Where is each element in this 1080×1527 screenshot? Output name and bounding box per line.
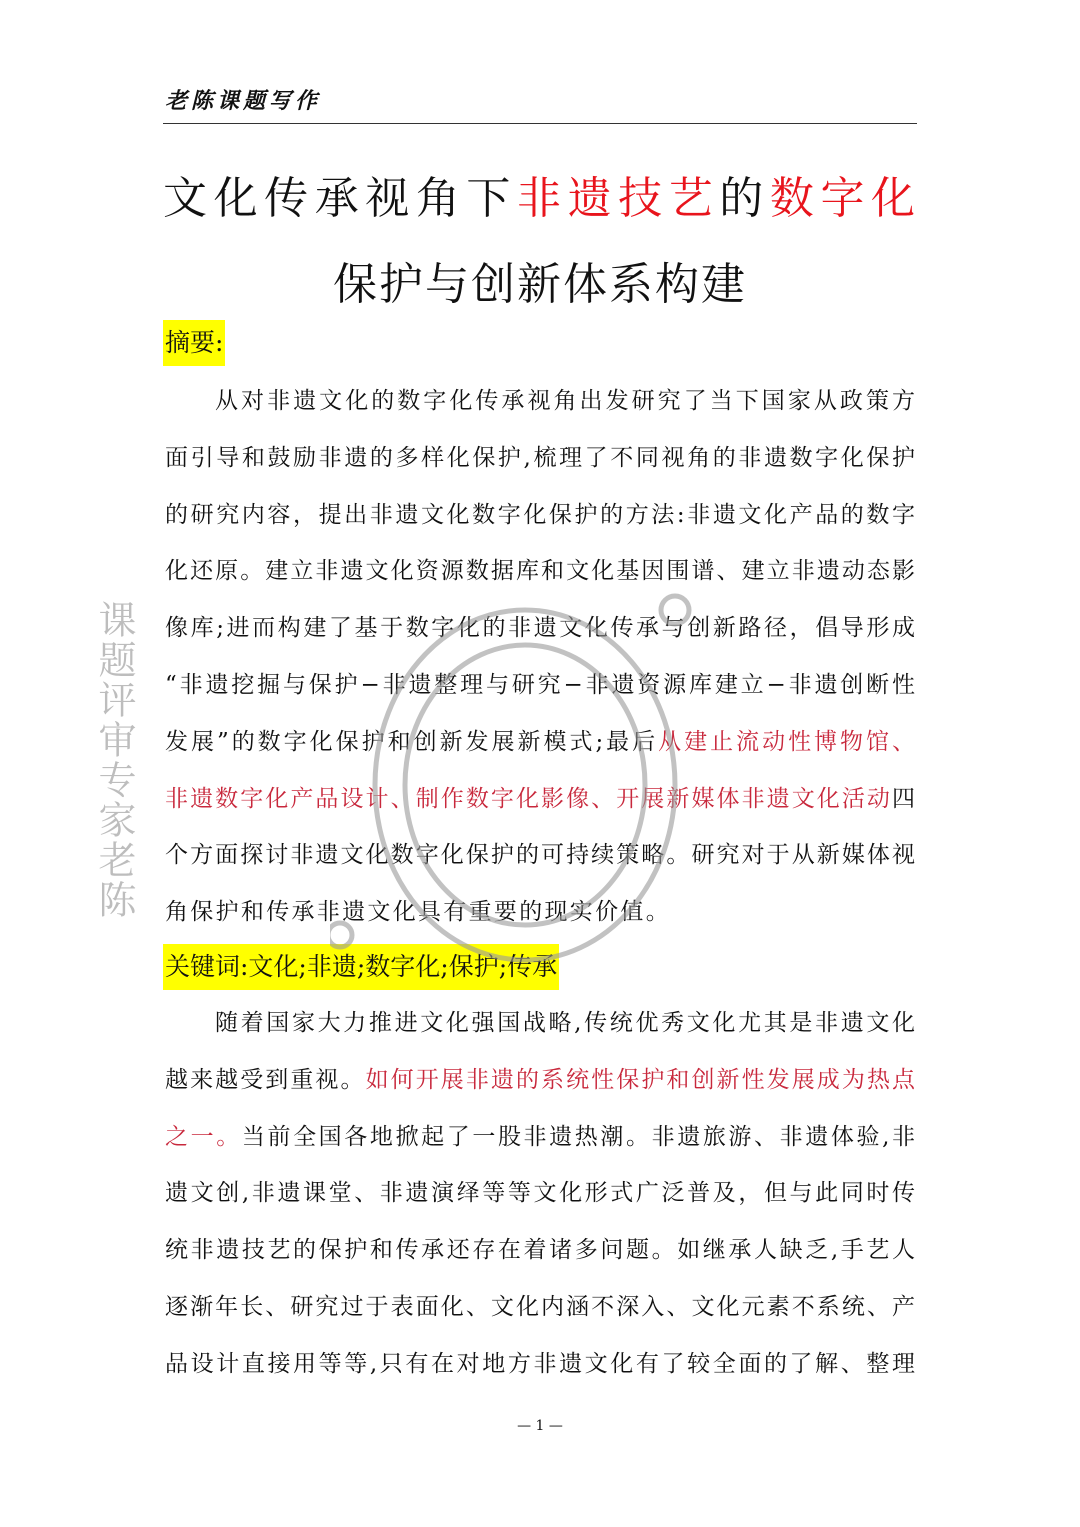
text-segment: 化还原。建立非遗文化资源数据库和文化基因围谱、建立非遗动态影 [165, 558, 915, 585]
title-segment: 的 [719, 173, 770, 224]
header-divider [163, 123, 917, 124]
text-segment: 统非遗技艺的保护和传承还存在着诸多问题。如继承人缺乏,手艺人 [165, 1237, 915, 1264]
watermark-text: 课题评审专家老陈 [92, 600, 136, 920]
highlighted-text: 非遗数字化产品设计、制作数字化影像、开展新媒体非遗文化活动 [165, 785, 892, 812]
abstract-line [165, 670, 915, 700]
body-line [165, 1178, 915, 1208]
abstract-line [215, 386, 915, 416]
text-segment: 从对非遗文化的数字化传承视角出发研究了当下国家从政策方 [215, 388, 915, 414]
text-segment: 发展”的数字化保护和创新发展新模式;最后 [165, 728, 659, 755]
abstract-line [165, 443, 915, 473]
abstract-line [165, 500, 915, 530]
title-segment: 文化传承视角下 [163, 173, 517, 224]
abstract-line [165, 840, 915, 870]
text-segment: 随着国家大力推进文化强国战略,传统优秀文化尤其是非遗文化 [215, 1010, 915, 1036]
abstract-line [165, 727, 915, 757]
highlighted-text: 从建止流动性博物馆、 [658, 728, 915, 755]
title-line-2: 保护与创新体系构建 [333, 259, 747, 310]
text-segment: 个方面探讨非遗文化数字化保护的可持续策略。研究对于从新媒体视 [165, 842, 915, 869]
header-brand: 老陈课题写作 [165, 88, 322, 114]
abstract-line [165, 784, 915, 814]
body-line [215, 1008, 915, 1038]
text-segment: 面引导和鼓励非遗的多样化保护,梳理了不同视角的非遗数字化保护 [165, 444, 915, 471]
body-line [165, 1065, 915, 1095]
body-line [165, 1235, 915, 1265]
text-segment: “非遗挖掘与保护−非遗整理与研究−非遗资源库建立−非遗创断性 [165, 672, 915, 698]
text-segment: 角保护和传承非遗文化具有重要的现实价值。 [165, 899, 671, 926]
page-number: — 1 — [517, 1418, 563, 1434]
text-segment: 品设计直接用等等,只有在对地方非遗文化有了较全面的了解、整理 [165, 1350, 915, 1377]
abstract-line [165, 556, 915, 586]
text-segment: 当前全国各地掀起了一股非遗热潮。非遗旅游、非遗体验,非 [241, 1123, 916, 1150]
text-segment: 越来越受到重视。 [165, 1066, 366, 1093]
text-segment: 的研究内容，提出非遗文化数字化保护的方法:非遗文化产品的数字 [165, 501, 915, 528]
highlighted-text: 之一。 [165, 1123, 242, 1150]
abstract-label: 摘要: [163, 320, 225, 366]
keywords: 关键词:文化;非遗;数字化;保护;传承 [163, 944, 559, 990]
abstract-line [165, 897, 915, 927]
title-segment: 数字化 [769, 173, 918, 224]
highlighted-text: 如何开展非遗的系统性保护和创新性发展成为热点 [365, 1066, 916, 1093]
text-segment: 四 [892, 785, 915, 812]
body-line [165, 1122, 915, 1152]
body-line [165, 1292, 915, 1322]
text-segment: 像库;进而构建了基于数字化的非遗文化传承与创新路径，倡导形成 [165, 615, 915, 642]
title-segment: 非遗技艺 [517, 173, 720, 224]
text-segment: 逐渐年长、研究过于表面化、文化内涵不深入、文化元素不系统、产 [165, 1294, 915, 1320]
text-segment: 遗文创,非遗课堂、非遗演绎等等文化形式广泛普及，但与此同时传 [165, 1180, 915, 1207]
abstract-line [165, 613, 915, 643]
body-line [165, 1349, 915, 1379]
title-line-1 [163, 162, 917, 226]
